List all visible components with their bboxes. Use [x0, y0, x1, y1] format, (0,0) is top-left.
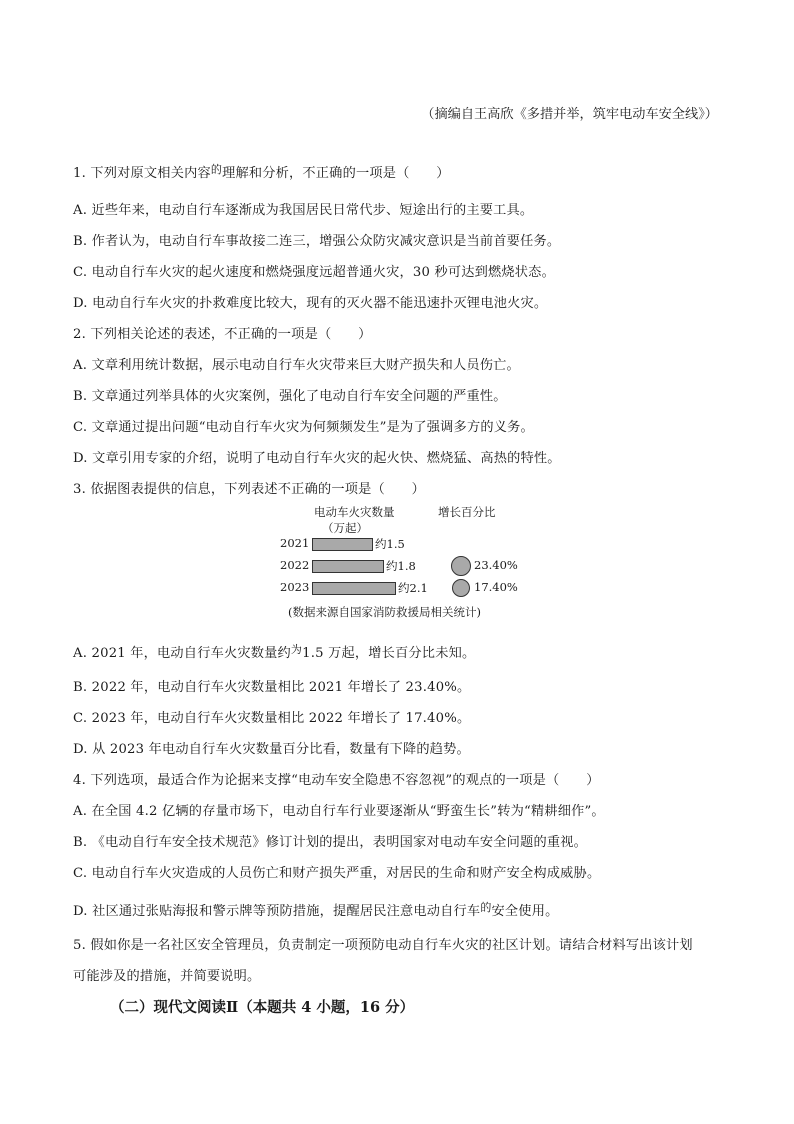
bar-2022 [312, 560, 384, 573]
q5-line-1: 5. 假如你是一名社区安全管理员，负责制定一项预防电动自行车火灾的社区计划。请结合材料写出该计划 [73, 938, 693, 953]
q5-line-2: 可能涉及的措施，并简要说明。 [73, 969, 261, 984]
q2-option-b: B. 文章通过列举具体的火灾案例，强化了电动自行车安全问题的严重性。 [73, 389, 507, 404]
value-label-2021: 约1.5 [375, 537, 405, 551]
chart-title-left-2: （万起） [322, 521, 368, 535]
q2-stem: 2. 下列相关论述的表述，不正确的一项是（ ） [73, 327, 372, 342]
growth-circle-2023 [452, 579, 470, 597]
q1-option-b: B. 作者认为，电动自行车事故接二连三，增强公众防灾减灾意识是当前首要任务。 [73, 234, 561, 249]
q4-option-b: B. 《电动自行车安全技术规范》修订计划的提出，表明国家对电动车安全问题的重视。 [73, 835, 588, 850]
growth-circle-2022 [451, 556, 471, 576]
q2-option-a: A. 文章利用统计数据，展示电动自行车火灾带来巨大财产损失和人员伤亡。 [73, 358, 520, 373]
q3-option-a-part-b: 1.5 万起，增长百分比未知。 [302, 646, 476, 661]
bar-2023 [312, 582, 396, 595]
q3-option-a [73, 642, 475, 661]
q1-stem-part-b: 理解和分析，不正确的一项是（ ） [222, 166, 450, 181]
q2-option-d: D. 文章引用专家的介绍，说明了电动自行车火灾的起火快、燃烧猛、高热的特性。 [73, 451, 561, 466]
q3-option-c: C. 2023 年，电动自行车火灾数量相比 2022 年增长了 17.40%。 [73, 711, 471, 726]
q4-option-a: A. 在全国 4.2 亿辆的存量市场下，电动自行车行业要逐渐从“野蛮生长”转为“精耕细作”。 [73, 804, 605, 819]
value-label-2023: 约2.1 [398, 581, 428, 595]
q1-option-c: C. 电动自行车火灾的起火速度和燃烧强度远超普通火灾，30 秒可达到燃烧状态。 [73, 265, 555, 280]
growth-label-2022: 23.40% [474, 558, 518, 572]
q2-option-c: C. 文章通过提出问题“电动自行车火灾为何频频发生”是为了强调多方的义务。 [73, 420, 534, 435]
q3-option-a-part-a: A. 2021 年，电动自行车火灾数量约 [73, 646, 291, 661]
q3-option-a-superscript: 为 [290, 643, 303, 656]
q3-stem: 3. 依据图表提供的信息，下列表述不正确的一项是（ ） [73, 482, 426, 497]
chart-caption: (数据来源自国家消防救援局相关统计) [288, 605, 481, 619]
q4-option-d-part-a: D. 社区通过张贴海报和警示牌等预防措施，提醒居民注意电动自行车 [73, 904, 481, 919]
value-label-2022: 约1.8 [386, 559, 416, 573]
q4-option-d [73, 900, 558, 919]
growth-label-2023: 17.40% [474, 580, 518, 594]
q4-stem: 4. 下列选项，最适合作为论据来支撑“电动车安全隐患不容忽视”的观点的一项是（ ） [73, 773, 600, 788]
q1-option-d: D. 电动自行车火灾的扑救难度比较大，现有的灭火器不能迅速扑灭锂电池火灾。 [73, 296, 548, 311]
year-label-2021: 2021 [280, 536, 310, 550]
fire-count-chart [270, 500, 550, 630]
q4-option-d-superscript: 的 [480, 901, 492, 914]
q3-option-d: D. 从 2023 年电动自行车火灾数量百分比看，数量有下降的趋势。 [73, 742, 470, 757]
q4-option-d-part-b: 安全使用。 [491, 904, 559, 919]
q1-stem-part-a: 1. 下列对原文相关内容 [73, 166, 211, 181]
q4-option-c: C. 电动自行车火灾造成的人员伤亡和财产损失严重，对居民的生命和财产安全构成威胁。 [73, 866, 601, 881]
year-label-2022: 2022 [280, 558, 310, 572]
chart-title-left-1: 电动车火灾数量 [314, 505, 395, 519]
source-citation: （摘编自王高欣《多措并举，筑牢电动车安全线》） [421, 107, 718, 122]
year-label-2023: 2023 [280, 580, 310, 594]
bar-2021 [312, 538, 373, 551]
q3-option-b: B. 2022 年，电动自行车火灾数量相比 2021 年增长了 23.40%。 [73, 680, 471, 695]
q1-stem [73, 162, 450, 181]
q1-stem-superscript: 的 [210, 163, 223, 176]
chart-title-right: 增长百分比 [438, 505, 496, 519]
section-heading: （二）现代文阅读Ⅱ（本题共 4 小题，16 分） [110, 999, 415, 1016]
q1-option-a: A. 近些年来，电动自行车逐渐成为我国居民日常代步、短途出行的主要工具。 [73, 203, 534, 218]
